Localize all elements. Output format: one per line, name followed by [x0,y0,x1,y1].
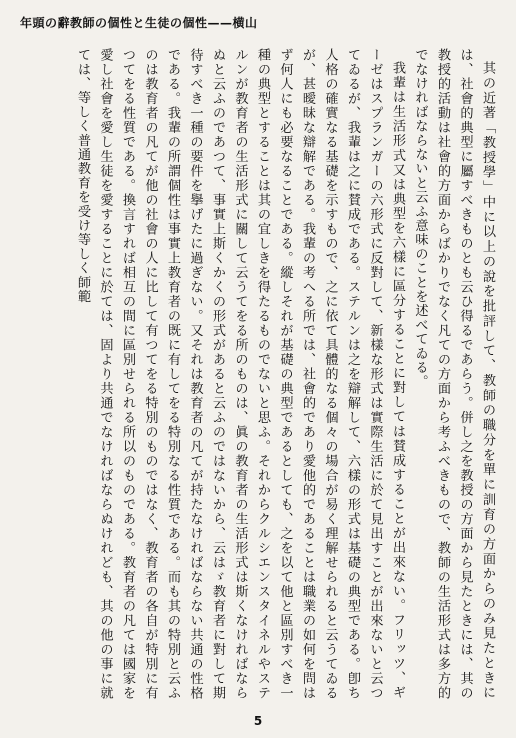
paragraph: 其の近著「教授學」中に以上の說を批評して、教師の職分を單に訓育の方面からのみ見たときには、社會的典型に屬すべきものとも云ひ得るであらう。併し之を教授の方面から見たときには、其の教授的活動は社會的方面からばかりでなく凡ての方面から考ふべきもので、教師の生活形式は多方的でなければならないと云ふ意味のことを述べてゐる。 [412,48,495,700]
body-text [20,48,498,700]
page-number: 5 [253,714,263,728]
paragraph: 我輩は生活形式又は典型を六樣に區分することに對しては賛成することが出來ない。フリッツ、ギーゼはスプランガーの六形式に反對して、新樣な形式は實際生活に於て見出すことが出來ないと云つてゐるが、我輩は之に賛成である。ステルンは之を辯解して、六樣の形式は基礎の典型である。卽ち人格の確實なる基礎を示すもので、之に依て具體的なる個々の場合が易く理解せられると云うてゐるが、甚曖昧な辯解である。我輩の考へる所では、社會的であり愛他的であることは職業の如何を問はず何人にも必要なることである。縱しそれが基礎の典型であるとしても、之を以て他と區別すべき一種の典型とすることは其の宜しきを得たるものでないと思ふ。それからクルシエンスタイネルやステルンが教育者の生活形式に關して云うてをる所のものは、眞の教育者の生活形式は斯くなければならぬと云ふのであつて、事實上斯くかくの形式があると云ふのではないから、云はゞ教育者に對して期待すべき一種の要件を擧げたに過ぎない。又それは教育者の凡てが持たなければならない共通の性格である。我輩の所謂個性は事實上教育者の既に有してをる特別なる性質である。而も其の特別と云ふのは教育者の凡てが他の社會の人に比して有つてをる特別のものではなく、教育者の各自が特別に有つてをる性質である。換言すれば相互の間に區別せられる所以のものである。教育者の凡ては國家を愛し社會を愛し生徒を愛することに於ては、固より共通でなければならぬけれども、其の他の事に就ては、等しく普通教育を受け等しく師範 [75,48,405,700]
running-header: 年頭の辭教師の個性と生徒の個性——横山 [20,16,258,30]
